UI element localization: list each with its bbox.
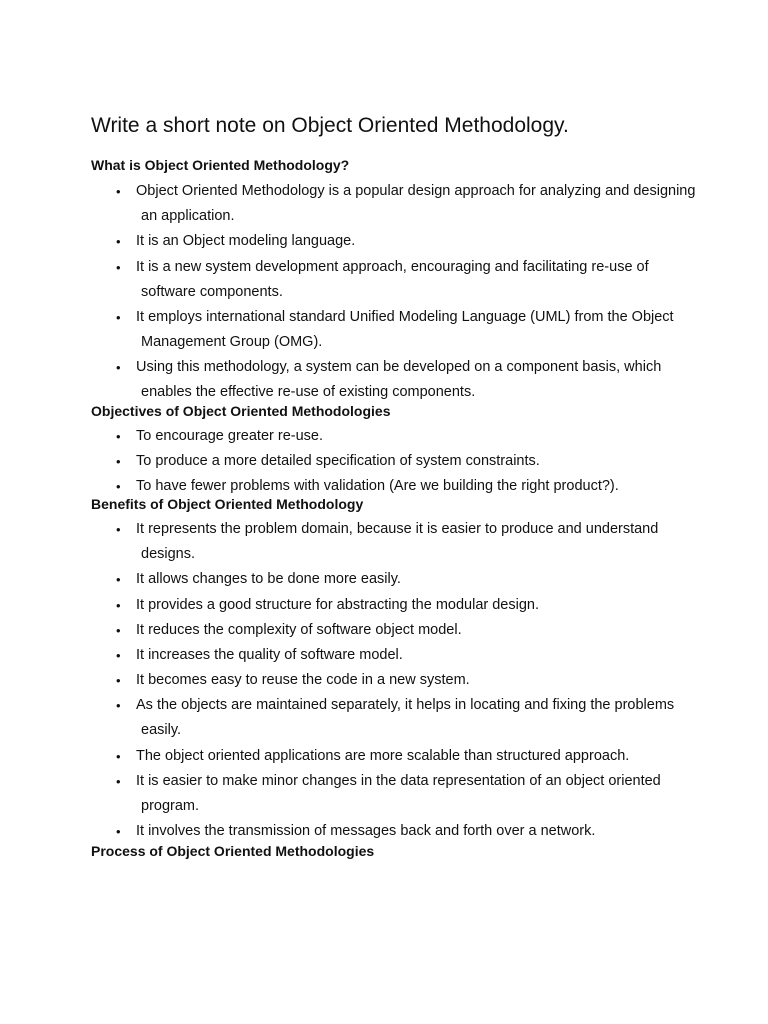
- list-item: [116, 744, 696, 769]
- section-heading-benefits: Benefits of Object Oriented Methodology: [91, 496, 364, 512]
- list-item-text: To produce a more detailed specification of system constraints.: [136, 453, 540, 469]
- bullet-icon: •: [116, 479, 121, 494]
- list-item: [116, 693, 696, 743]
- bullet-icon: •: [116, 648, 121, 663]
- list-item-text: It becomes easy to reuse the code in a new system.: [136, 672, 470, 688]
- list-item-text: It reduces the complexity of software object model.: [136, 622, 462, 638]
- list-item: [116, 618, 696, 643]
- list-item-text: It represents the problem domain, because it is easier to produce and understand designs.: [136, 521, 659, 562]
- list-item-text: The object oriented applications are more scalable than structured approach.: [136, 748, 630, 764]
- list-item-text: To encourage greater re-use.: [136, 428, 323, 444]
- bullet-icon: •: [116, 429, 121, 444]
- bullet-icon: •: [116, 673, 121, 688]
- list-item: [116, 355, 696, 405]
- list-item-text: It employs international standard Unified Modeling Language (UML) from the Object Management Group (OMG).: [136, 309, 674, 350]
- list-item: [116, 229, 696, 254]
- section-heading-process: Process of Object Oriented Methodologies: [91, 843, 375, 859]
- list-item: [116, 769, 696, 819]
- list-item-text: It increases the quality of software model.: [136, 647, 403, 663]
- list-item-text: It provides a good structure for abstracting the modular design.: [136, 597, 539, 613]
- bullet-icon: •: [116, 310, 121, 325]
- bullet-icon: •: [116, 184, 121, 199]
- list-item: [116, 517, 696, 567]
- list-item: [116, 255, 696, 305]
- section-heading-objectives: Objectives of Object Oriented Methodologies: [91, 403, 391, 419]
- list-item-text: It allows changes to be done more easily.: [136, 571, 401, 587]
- bullet-icon: •: [116, 360, 121, 375]
- list-item: [116, 567, 696, 592]
- list-item-text: It is easier to make minor changes in the data representation of an object oriented program.: [136, 773, 661, 814]
- bullet-icon: •: [116, 598, 121, 613]
- list-item: [116, 424, 696, 449]
- bullet-icon: •: [116, 774, 121, 789]
- list-item: [116, 593, 696, 618]
- list-item: [116, 668, 696, 693]
- document-title: Write a short note on Object Oriented Methodology.: [91, 114, 569, 137]
- bullet-icon: •: [116, 698, 121, 713]
- list-item-text: Using this methodology, a system can be developed on a component basis, which enables the effective re-use of existing components.: [136, 359, 662, 400]
- list-item: [116, 819, 696, 844]
- bullet-icon: •: [116, 234, 121, 249]
- bullet-icon: •: [116, 260, 121, 275]
- list-item-text: It is an Object modeling language.: [136, 233, 356, 249]
- bullet-icon: •: [116, 623, 121, 638]
- bullet-icon: •: [116, 824, 121, 839]
- bullet-icon: •: [116, 749, 121, 764]
- list-item-text: It involves the transmission of messages back and forth over a network.: [136, 823, 596, 839]
- list-item: [116, 179, 696, 229]
- bullet-icon: •: [116, 572, 121, 587]
- list-item-text: As the objects are maintained separately, it helps in locating and fixing the problems easily.: [136, 697, 675, 738]
- bullet-icon: •: [116, 522, 121, 537]
- list-item-text: It is a new system development approach, encouraging and facilitating re-use of software components.: [136, 259, 649, 300]
- list-item-text: To have fewer problems with validation (Are we building the right product?).: [136, 478, 619, 494]
- list-item-text: Object Oriented Methodology is a popular design approach for analyzing and designing an application.: [136, 183, 696, 224]
- bullet-icon: •: [116, 454, 121, 469]
- list-item: [116, 449, 696, 474]
- list-item: [116, 305, 696, 355]
- section-heading-what-is: What is Object Oriented Methodology?: [91, 157, 350, 173]
- list-item: [116, 643, 696, 668]
